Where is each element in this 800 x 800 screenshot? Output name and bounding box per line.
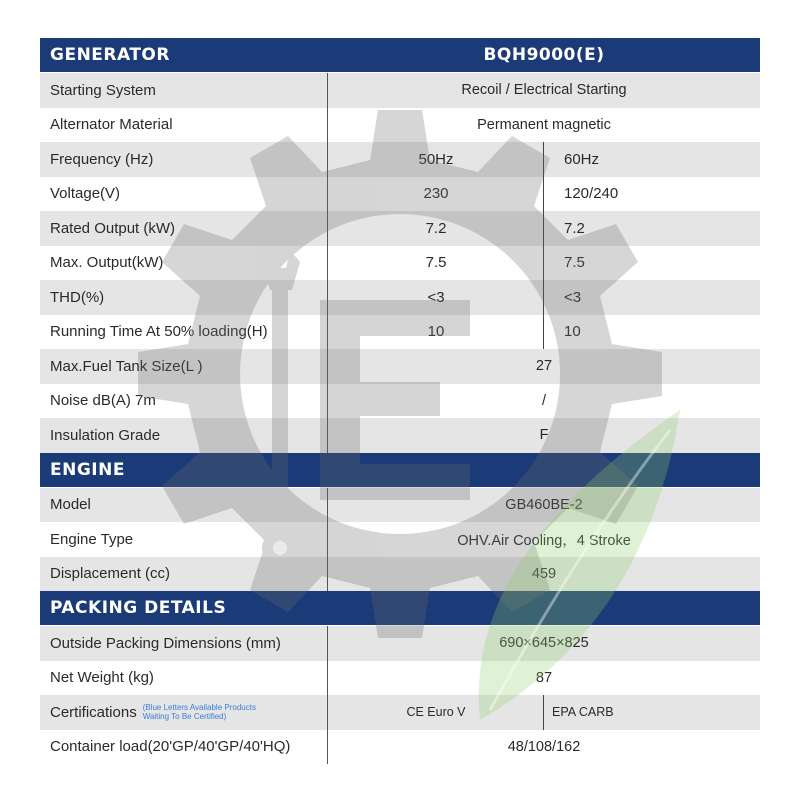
- packing-section-header: [40, 591, 760, 626]
- spec-value: 27: [535, 358, 553, 375]
- spec-value-60hz: 7.2: [564, 219, 585, 237]
- spec-row-insulation-grade: [40, 418, 760, 453]
- spec-value-60hz: 60Hz: [564, 150, 600, 168]
- spec-value-50hz: <3: [328, 280, 544, 315]
- spec-label: Max. Output(kW): [40, 246, 328, 281]
- spec-label: Container load(20'GP/40'GP/40'HQ): [40, 730, 328, 765]
- generator-model-name: BQH9000(E): [483, 45, 605, 65]
- spec-value: 690×645×825: [499, 635, 589, 652]
- spec-value: 48/108/162: [507, 738, 581, 755]
- spec-label: Frequency (Hz): [40, 142, 328, 177]
- engine-section-header: [40, 453, 760, 488]
- certification-note: [143, 703, 256, 721]
- spec-value-50hz: 7.2: [328, 211, 544, 246]
- spec-value-50hz: 230: [328, 177, 544, 212]
- spec-value: OHV.Air Cooling，4 Stroke: [457, 532, 631, 549]
- spec-value: Recoil / Electrical Starting: [461, 82, 627, 99]
- spec-value: Permanent magnetic: [477, 116, 611, 133]
- spec-value: GB460BE-2: [505, 496, 583, 513]
- certification-epa-carb: EPA CARB: [552, 705, 614, 720]
- spec-value: 87: [535, 669, 553, 686]
- spec-label: Certifications: [50, 703, 137, 721]
- spec-label: Starting System: [40, 73, 328, 108]
- spec-value-60hz: 10: [564, 323, 581, 341]
- engine-section-title: ENGINE: [50, 459, 125, 480]
- spec-label: Outside Packing Dimensions (mm): [40, 626, 328, 661]
- spec-value-50hz: 7.5: [328, 246, 544, 281]
- spec-label: Engine Type: [40, 522, 328, 557]
- spec-sheet: [40, 38, 760, 764]
- spec-label-certifications: [40, 695, 328, 730]
- spec-row-rated-output: [40, 211, 760, 246]
- spec-row-displacement: [40, 557, 760, 592]
- spec-label: Voltage(V): [40, 177, 328, 212]
- spec-value: 459: [531, 565, 557, 582]
- packing-section-title: PACKING DETAILS: [50, 598, 227, 618]
- spec-value-60hz: 120/240: [564, 185, 619, 203]
- spec-label: Model: [40, 488, 328, 523]
- spec-row-voltage: [40, 177, 760, 212]
- spec-label: Max.Fuel Tank Size(L ): [40, 349, 328, 384]
- spec-label: Insulation Grade: [40, 418, 328, 453]
- spec-row-running-time: [40, 315, 760, 350]
- spec-row-fuel-tank: [40, 349, 760, 384]
- spec-value-50hz: 10: [328, 315, 544, 350]
- spec-row-container-load: [40, 730, 760, 765]
- spec-row-frequency: [40, 142, 760, 177]
- spec-label: Net Weight (kg): [40, 661, 328, 696]
- generator-section-header: [40, 38, 760, 73]
- spec-label: Noise dB(A) 7m: [40, 384, 328, 419]
- spec-label: Displacement (cc): [40, 557, 328, 592]
- spec-label: Running Time At 50% loading(H): [40, 315, 328, 350]
- spec-row-noise: [40, 384, 760, 419]
- spec-row-net-weight: [40, 661, 760, 696]
- spec-row-alternator-material: [40, 108, 760, 143]
- spec-label: Rated Output (kW): [40, 211, 328, 246]
- spec-row-certifications: [40, 695, 760, 730]
- certification-note-line2: Waiting To Be Certified): [142, 712, 227, 722]
- spec-value-60hz: 7.5: [564, 254, 585, 272]
- spec-value-50hz: 50Hz: [328, 142, 544, 177]
- spec-row-starting-system: [40, 73, 760, 108]
- spec-label: Alternator Material: [40, 108, 328, 143]
- spec-row-max-output: [40, 246, 760, 281]
- certification-ce: CE Euro V: [328, 695, 544, 730]
- spec-row-thd: [40, 280, 760, 315]
- spec-value-60hz: <3: [564, 288, 582, 306]
- spec-label: THD(%): [40, 280, 328, 315]
- spec-value: /: [541, 392, 547, 409]
- spec-row-engine-model: [40, 488, 760, 523]
- certification-note-line1: (Blue Letters Available Products: [142, 703, 256, 713]
- generator-section-title: GENERATOR: [50, 45, 170, 65]
- spec-value: F: [539, 427, 549, 444]
- spec-row-packing-dimensions: [40, 626, 760, 661]
- spec-row-engine-type: [40, 522, 760, 557]
